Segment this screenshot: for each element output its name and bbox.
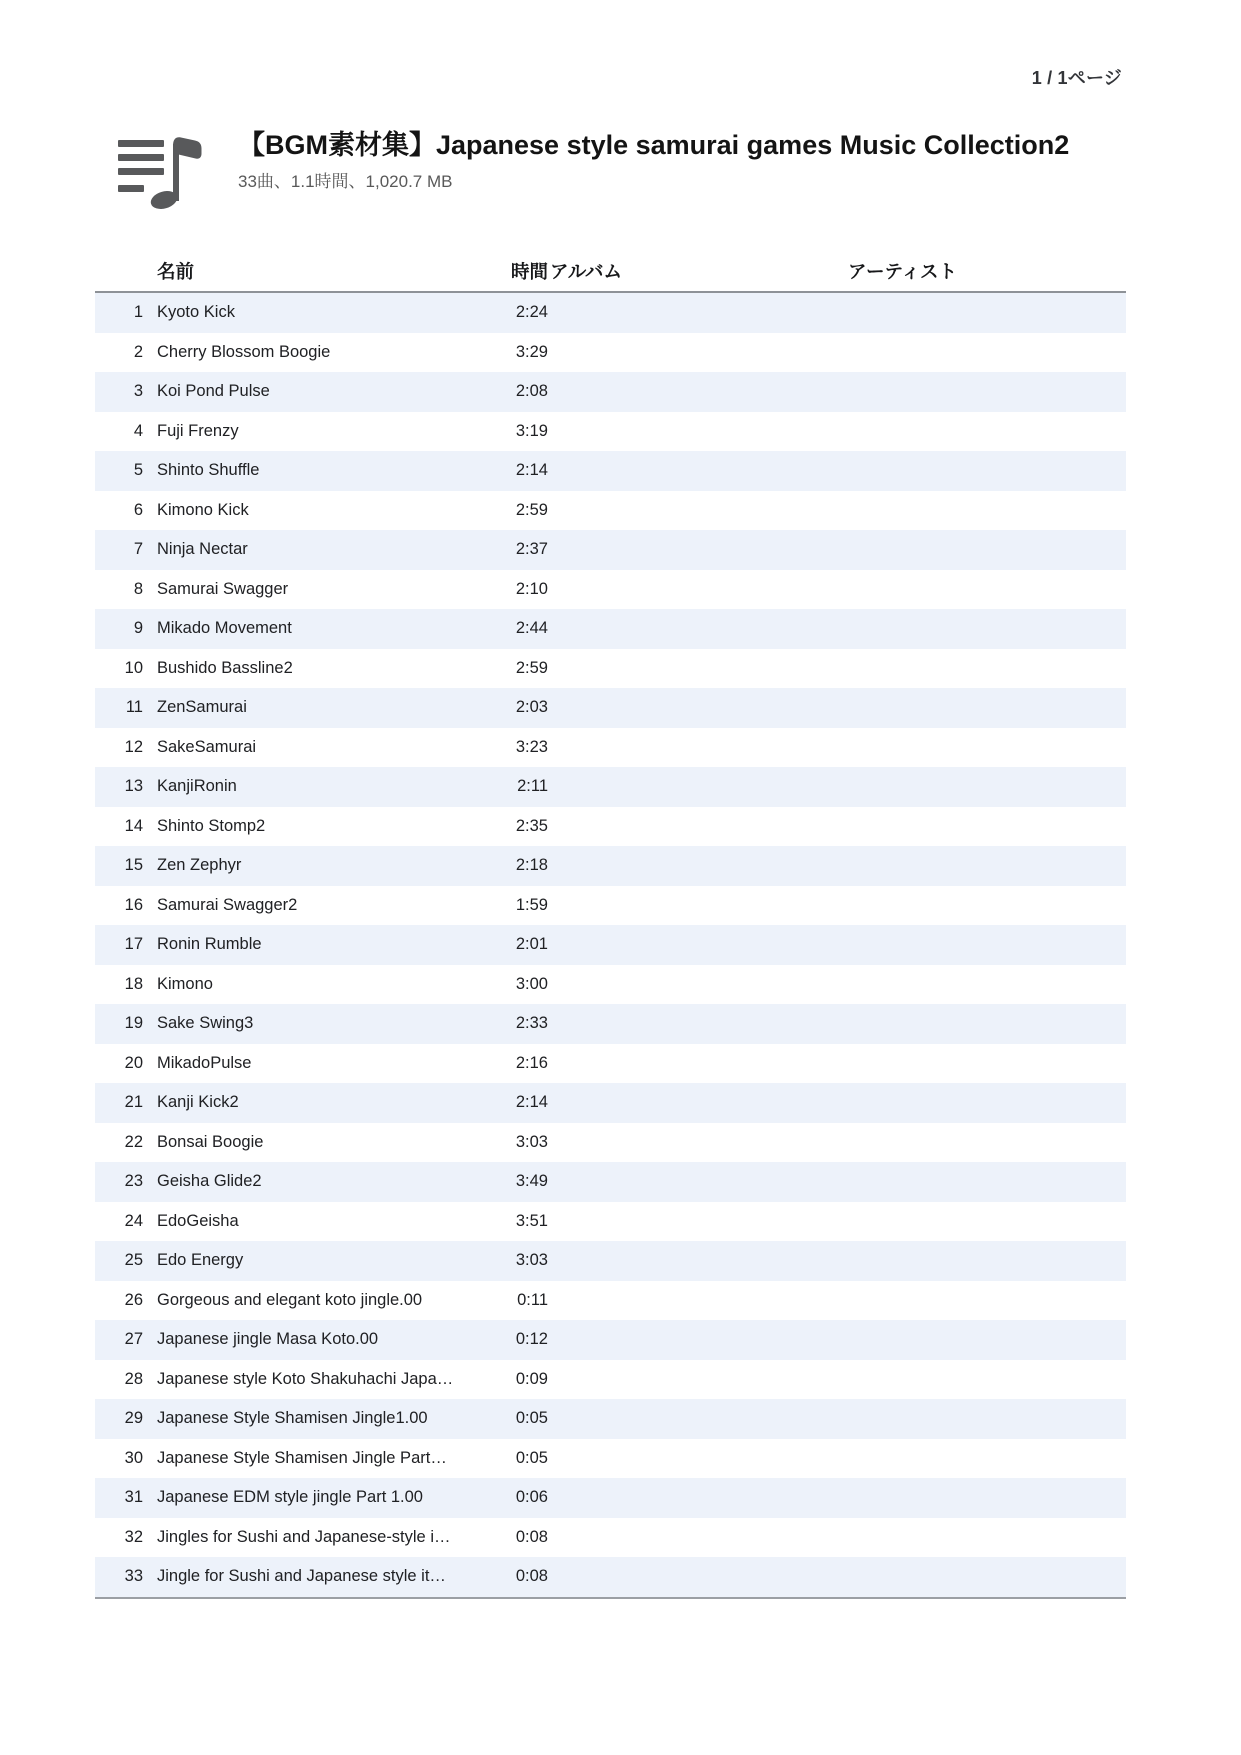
track-row (95, 1360, 1126, 1400)
track-row (95, 846, 1126, 886)
track-name: EdoGeisha (157, 1211, 239, 1230)
column-header-time: 時間 (510, 261, 548, 282)
track-name: Kanji Kick2 (157, 1093, 239, 1111)
track-row (95, 1281, 1126, 1321)
track-row (95, 412, 1126, 452)
track-name: Mikado Movement (157, 619, 292, 637)
playlist-music-note-icon (118, 132, 202, 210)
playlist-header (118, 130, 1069, 210)
track-row (95, 1518, 1126, 1558)
table-header-row (95, 253, 1126, 293)
track-time: 2:11 (517, 777, 548, 795)
track-number: 9 (133, 619, 143, 637)
track-name: Jingles for Sushi and Japanese-style i… (157, 1527, 451, 1546)
track-row (95, 886, 1126, 926)
track-row (95, 925, 1126, 965)
column-header-album: アルバム (550, 261, 622, 282)
track-number: 6 (133, 500, 143, 519)
track-time: 2:16 (515, 1053, 548, 1072)
track-name: Japanese Style Shamisen Jingle1.00 (157, 1409, 428, 1427)
track-time: 2:14 (515, 461, 548, 479)
track-time: 2:37 (515, 540, 548, 558)
track-number: 21 (124, 1093, 143, 1111)
track-time: 3:29 (515, 342, 548, 361)
track-time: 0:05 (515, 1448, 548, 1467)
track-number: 33 (124, 1567, 143, 1585)
track-name: Japanese Style Shamisen Jingle Part… (157, 1448, 447, 1467)
column-header-artist: アーティスト (848, 261, 957, 282)
track-number: 23 (124, 1172, 143, 1190)
track-time: 3:49 (515, 1172, 548, 1190)
track-time: 0:05 (515, 1409, 548, 1427)
track-time: 2:08 (515, 382, 548, 400)
track-row (95, 333, 1126, 373)
track-time: 2:59 (515, 500, 548, 519)
track-row (95, 1044, 1126, 1084)
track-name: Cherry Blossom Boogie (157, 342, 331, 361)
track-table (95, 253, 1126, 1599)
track-time: 3:23 (515, 737, 548, 756)
track-name: Japanese style Koto Shakuhachi Japa… (157, 1369, 454, 1388)
track-number: 30 (124, 1448, 143, 1467)
track-name: Gorgeous and elegant koto jingle.00 (157, 1290, 423, 1309)
track-number: 15 (124, 856, 143, 874)
track-row (95, 1123, 1126, 1163)
playlist-summary: 33曲、1.1時間、1,020.7 MB (238, 172, 453, 191)
track-name: Bonsai Boogie (157, 1132, 264, 1151)
track-time: 0:08 (515, 1527, 548, 1546)
track-number: 28 (124, 1369, 143, 1388)
track-number: 11 (125, 698, 143, 716)
track-number: 18 (124, 974, 143, 993)
playlist-title: 【BGM素材集】Japanese style samurai games Music Collection2 (238, 130, 1070, 160)
track-number: 1 (133, 303, 143, 321)
track-name: Fuji Frenzy (157, 421, 239, 440)
track-number: 27 (124, 1330, 143, 1348)
track-row (95, 1004, 1126, 1044)
track-row (95, 767, 1126, 807)
track-number: 2 (133, 342, 143, 361)
track-number: 10 (124, 658, 143, 677)
track-row (95, 728, 1126, 768)
track-name: Kimono Kick (157, 500, 249, 519)
track-row (95, 965, 1126, 1005)
track-row (95, 609, 1126, 649)
track-number: 22 (124, 1132, 143, 1151)
track-time: 2:33 (515, 1014, 548, 1032)
page-indicator: 1 / 1ページ (1031, 68, 1122, 88)
track-number: 24 (124, 1211, 143, 1230)
track-time: 0:09 (515, 1369, 548, 1388)
track-number: 25 (124, 1251, 143, 1269)
track-time: 0:12 (515, 1330, 548, 1348)
track-number: 20 (124, 1053, 143, 1072)
track-time: 2:59 (515, 658, 548, 677)
track-time: 2:14 (515, 1093, 548, 1111)
track-row (95, 372, 1126, 412)
track-time: 3:03 (515, 1251, 548, 1269)
track-time: 2:44 (515, 619, 548, 637)
track-time: 3:03 (515, 1132, 548, 1151)
track-name: Sake Swing3 (157, 1014, 254, 1032)
track-number: 13 (124, 777, 143, 795)
track-name: Jingle for Sushi and Japanese style it… (157, 1567, 446, 1585)
track-name: Edo Energy (157, 1251, 244, 1269)
track-name: Samurai Swagger (157, 579, 289, 598)
track-name: Shinto Stomp2 (157, 816, 266, 835)
track-row (95, 451, 1126, 491)
track-row (95, 649, 1126, 689)
track-time: 0:06 (515, 1488, 548, 1506)
track-name: Zen Zephyr (157, 856, 242, 874)
track-number: 14 (124, 816, 143, 835)
track-row (95, 688, 1126, 728)
track-name: Ronin Rumble (157, 935, 262, 953)
track-row (95, 570, 1126, 610)
track-name: Bushido Bassline2 (157, 658, 293, 677)
track-row (95, 807, 1126, 847)
track-row (95, 1202, 1126, 1242)
track-name: Geisha Glide2 (157, 1172, 262, 1190)
track-time: 3:19 (515, 421, 548, 440)
track-row (95, 1478, 1126, 1518)
track-time: 3:51 (515, 1211, 548, 1230)
track-name: Koi Pond Pulse (157, 382, 270, 400)
track-name: SakeSamurai (157, 737, 257, 756)
track-time: 2:03 (515, 698, 548, 716)
track-time: 1:59 (515, 895, 548, 914)
track-number: 32 (124, 1527, 143, 1546)
track-number: 31 (124, 1488, 143, 1506)
track-name: Japanese jingle Masa Koto.00 (157, 1330, 379, 1348)
track-name: Japanese EDM style jingle Part 1.00 (157, 1488, 423, 1506)
track-number: 12 (124, 737, 143, 756)
track-row (95, 530, 1126, 570)
track-row (95, 1399, 1126, 1439)
track-row (95, 1083, 1126, 1123)
track-name: Samurai Swagger2 (157, 895, 298, 914)
track-name: KanjiRonin (157, 777, 237, 795)
track-number: 3 (133, 382, 143, 400)
track-time: 0:08 (515, 1567, 548, 1585)
track-name: Shinto Shuffle (157, 461, 260, 479)
track-time: 0:11 (517, 1290, 548, 1309)
track-number: 8 (133, 579, 143, 598)
track-name: Kimono (157, 974, 213, 993)
track-number: 16 (124, 895, 143, 914)
track-name: MikadoPulse (157, 1053, 252, 1072)
track-row (95, 293, 1126, 333)
track-time: 2:35 (515, 816, 548, 835)
track-row (95, 1439, 1126, 1479)
track-time: 2:24 (515, 303, 548, 321)
table-body (95, 293, 1126, 1599)
track-time: 2:18 (515, 856, 548, 874)
track-name: Ninja Nectar (157, 540, 248, 558)
track-number: 17 (124, 935, 143, 953)
track-name: Kyoto Kick (157, 303, 235, 321)
track-row (95, 1320, 1126, 1360)
track-name: ZenSamurai (157, 698, 247, 716)
track-time: 2:10 (515, 579, 548, 598)
track-time: 2:01 (515, 935, 548, 953)
track-number: 7 (133, 540, 143, 558)
track-row (95, 491, 1126, 531)
column-header-name: 名前 (157, 261, 195, 282)
track-row (95, 1241, 1126, 1281)
track-number: 29 (124, 1409, 143, 1427)
track-time: 3:00 (515, 974, 548, 993)
track-row (95, 1162, 1126, 1202)
track-number: 4 (133, 421, 143, 440)
playlist-header-text (238, 130, 1069, 192)
track-number: 26 (124, 1290, 143, 1309)
track-row (95, 1557, 1126, 1597)
track-number: 19 (124, 1014, 143, 1032)
track-number: 5 (133, 461, 143, 479)
